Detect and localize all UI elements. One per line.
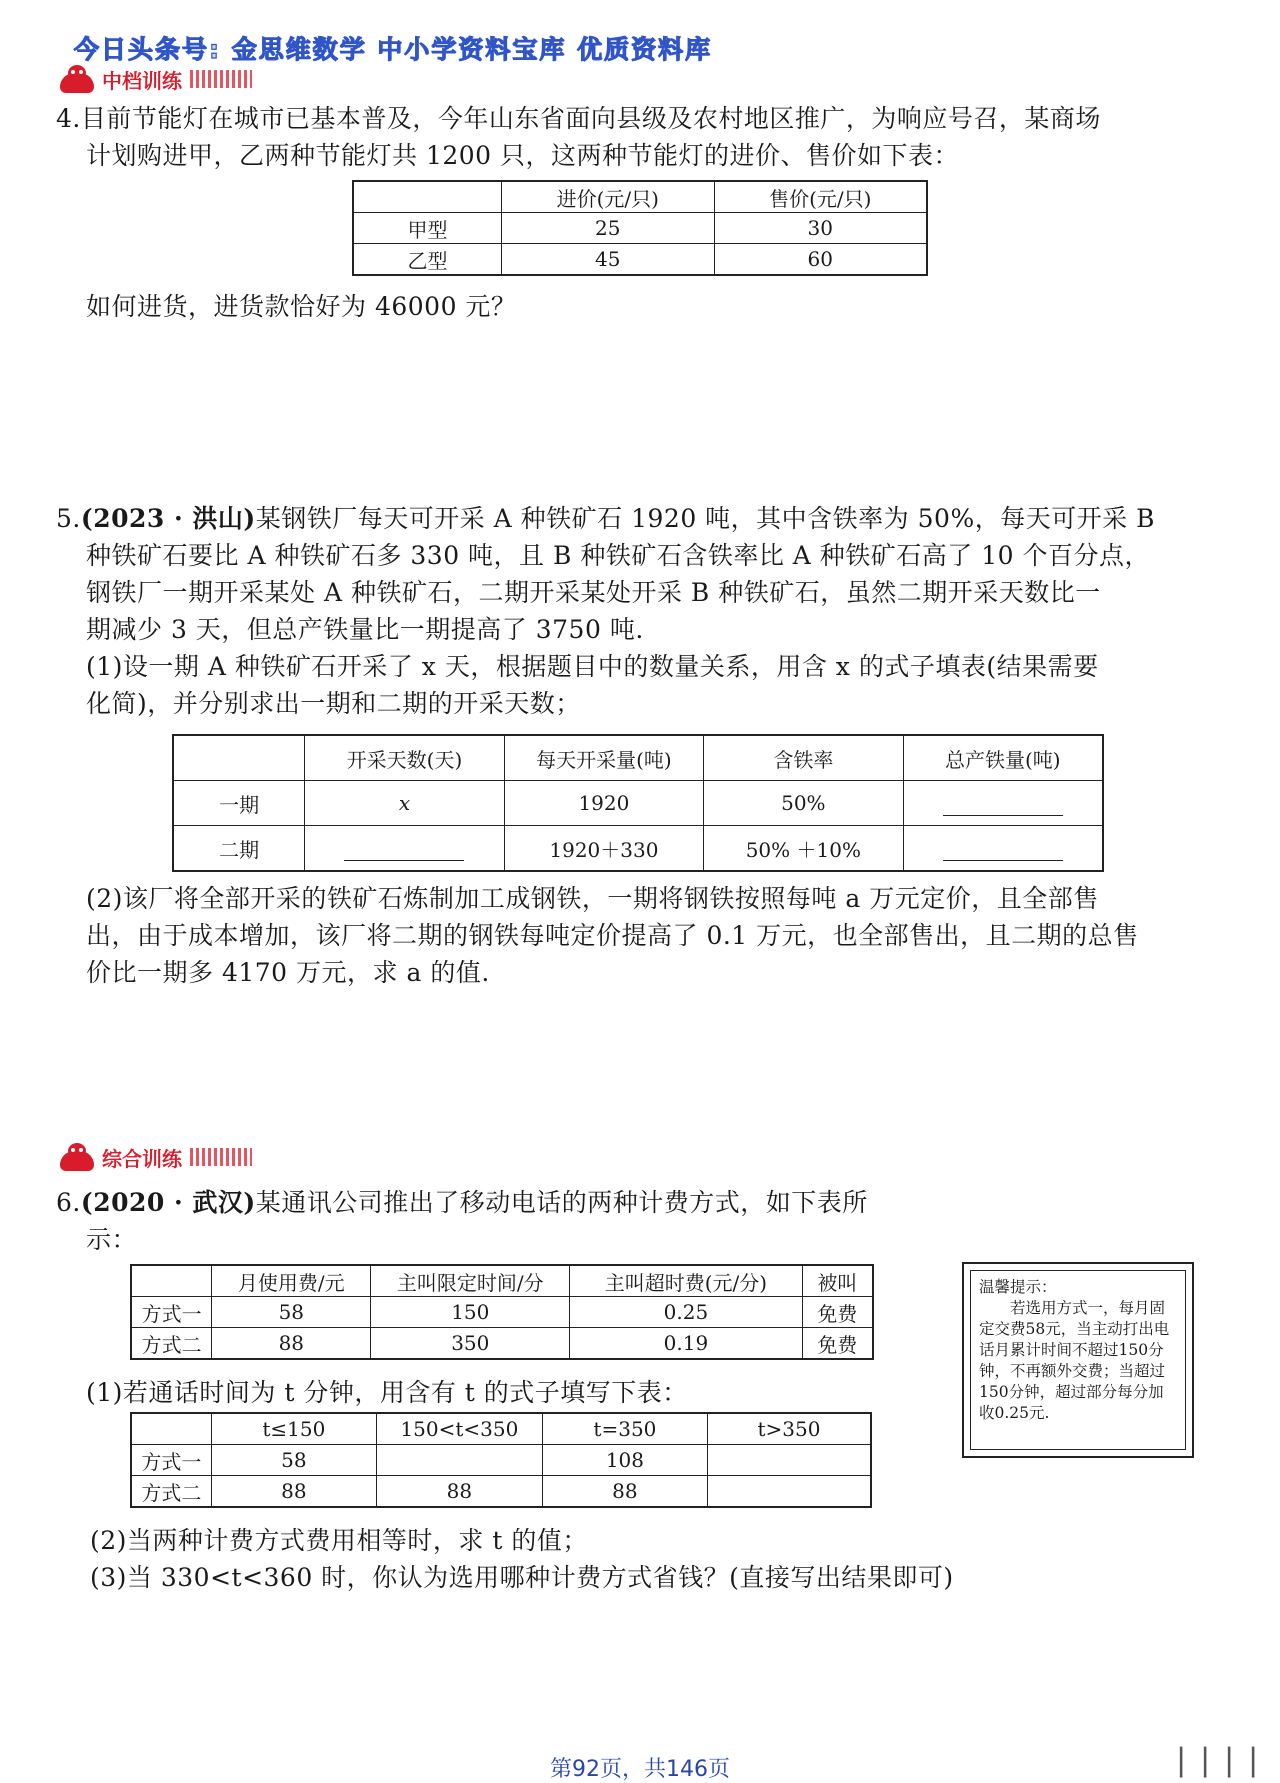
table-row	[353, 213, 927, 244]
table-cell: 乙型	[353, 244, 502, 276]
q6-part3: (3)当 330<t<360 时，你认为选用哪种计费方式省钱？(直接写出结果即可)	[90, 1563, 954, 1592]
question-source-tag: (2020 · 武汉)	[80, 1188, 256, 1217]
table-cell: 一期	[173, 781, 305, 826]
scan-edge-marks: ▏▏▏▏	[1180, 1748, 1276, 1778]
table-header-cell: 进价(元/只)	[502, 181, 714, 213]
table-cell: 甲型	[353, 213, 502, 244]
table-row	[353, 244, 927, 276]
table-cell: 88	[376, 1476, 542, 1508]
table-cell: 30	[714, 213, 927, 244]
table-cell: 0.25	[570, 1297, 802, 1328]
question-number: 6.	[56, 1188, 81, 1217]
answer-blank-cell[interactable]	[903, 781, 1103, 826]
table-header-cell	[173, 735, 305, 781]
table-cell: 58	[212, 1297, 371, 1328]
section-title: 综合训练	[102, 1146, 182, 1171]
question-6	[56, 1184, 956, 1258]
table-cell: 方式二	[131, 1476, 211, 1508]
question-number: 5.	[56, 504, 81, 533]
table-header-cell: 售价(元/只)	[714, 181, 927, 213]
q6-parts-2-3	[90, 1522, 1240, 1596]
q5-part1-line2: 化简)，并分别求出一期和二期的开采天数；	[86, 689, 581, 718]
q5-part2-line1: (2)该厂将全部开采的铁矿石炼制加工成钢铁，一期将钢铁按照每吨 a 万元定价，且全部售	[86, 884, 1099, 913]
table-header-cell: 含铁率	[704, 735, 903, 781]
table-header-cell	[131, 1265, 212, 1297]
table-cell: x	[305, 781, 504, 826]
q5-mining-table	[172, 734, 1104, 872]
table-header-cell: t>350	[707, 1413, 871, 1445]
q5-line4: 期减少 3 天，但总产铁量比一期提高了 3750 吨.	[86, 615, 644, 644]
table-header-cell: 被叫	[802, 1265, 873, 1297]
answer-blank-cell[interactable]	[903, 826, 1103, 872]
q4-question: 如何进货，进货款恰好为 46000 元？	[86, 292, 517, 321]
table-header-cell	[353, 181, 502, 213]
tip-title: 温馨提示：	[979, 1278, 1057, 1296]
q5-part1-line1: (1)设一期 A 种铁矿石开采了 x 天，根据题目中的数量关系，用含 x 的式子填表(结果需要	[86, 652, 1099, 681]
answer-blank[interactable]	[943, 838, 1063, 861]
table-header-cell	[131, 1413, 211, 1445]
q5-line2: 种铁矿石要比 A 种铁矿石多 330 吨，且 B 种铁矿石含铁率比 A 种铁矿石高了 10 个百分点，	[86, 541, 1150, 570]
table-header-cell: 150<t<350	[376, 1413, 542, 1445]
q6-line2: 示：	[86, 1225, 138, 1254]
question-4	[56, 100, 1256, 174]
table-cell: 方式二	[131, 1328, 212, 1360]
table-cell: 88	[542, 1476, 707, 1508]
q5-part2	[86, 880, 1266, 991]
answer-blank-cell[interactable]	[305, 826, 504, 872]
table-cell: 88	[212, 1328, 371, 1360]
table-header-cell: t≤150	[211, 1413, 376, 1445]
q6-line1	[56, 1184, 956, 1221]
table-header-cell: 开采天数(天)	[305, 735, 504, 781]
question-5	[56, 500, 1256, 722]
table-cell: 108	[542, 1445, 707, 1476]
table-cell: 60	[714, 244, 927, 276]
table-row	[131, 1476, 871, 1508]
table-header-cell: 主叫限定时间/分	[371, 1265, 570, 1297]
table-row	[131, 1445, 871, 1476]
table-row	[173, 781, 1103, 826]
answer-cell[interactable]	[376, 1445, 542, 1476]
q6-line1-text: 某通讯公司推出了移动电话的两种计费方式，如下表所	[255, 1188, 868, 1217]
q6-billing-table	[130, 1264, 874, 1360]
table-cell: 25	[502, 213, 714, 244]
q5-line3: 钢铁厂一期开采某处 A 种铁矿石，二期开采某处开采 B 种铁矿石，虽然二期开采天数比一	[86, 578, 1101, 607]
table-cell: 免费	[802, 1297, 873, 1328]
table-header-cell: 主叫超时费(元/分)	[570, 1265, 802, 1297]
table-cell: 0.19	[570, 1328, 802, 1360]
q5-part2-line2: 出，由于成本增加，该厂将二期的钢铁每吨定价提高了 0.1 万元，也全部售出，且二期的总售	[86, 921, 1139, 950]
stripe-decoration	[190, 1148, 252, 1166]
mascot-icon	[58, 65, 98, 93]
tip-body: 若选用方式一，每月固定交费58元，当主动打出电话月累计时间不超过150分钟，不再额外交费；当超过150分钟，超过部分每分加收0.25元.	[979, 1299, 1170, 1422]
table-header-cell: 每天开采量(吨)	[504, 735, 703, 781]
table-cell: 免费	[802, 1328, 873, 1360]
answer-cell[interactable]	[707, 1476, 871, 1508]
table-header-cell: t=350	[542, 1413, 707, 1445]
question-source-tag: (2023 · 洪山)	[80, 504, 256, 533]
table-cell: 二期	[173, 826, 305, 872]
stripe-decoration	[190, 70, 252, 88]
watermark-text: 今日头条号: 金思维数学 中小学资料宝库 优质资料库	[74, 35, 713, 64]
answer-blank[interactable]	[344, 838, 464, 861]
q6-part1: (1)若通话时间为 t 分钟，用含有 t 的式子填写下表：	[86, 1378, 688, 1407]
table-cell: 150	[371, 1297, 570, 1328]
section-badge-medium	[58, 62, 252, 96]
table-cell: 50% ＋10%	[704, 826, 903, 872]
table-cell: 45	[502, 244, 714, 276]
answer-blank[interactable]	[943, 793, 1063, 816]
q6-fill-table	[130, 1412, 872, 1508]
table-cell: 88	[211, 1476, 376, 1508]
table-cell: 350	[371, 1328, 570, 1360]
table-cell: 方式一	[131, 1445, 211, 1476]
answer-cell[interactable]	[707, 1445, 871, 1476]
section-title: 中档训练	[102, 68, 182, 93]
q5-line1-text: 某钢铁厂每天可开采 A 种铁矿石 1920 吨，其中含铁率为 50%，每天可开采 B	[255, 504, 1156, 533]
table-cell: 58	[211, 1445, 376, 1476]
tip-box	[962, 1262, 1194, 1458]
page-number: 第92页，共146页	[550, 1757, 730, 1782]
q5-part2-line3: 价比一期多 4170 万元，求 a 的值.	[86, 958, 490, 987]
q4-line2: 计划购进甲，乙两种节能灯共 1200 只，这两种节能灯的进价、售价如下表：	[86, 141, 960, 170]
q4-line1: 4.目前节能灯在城市已基本普及，今年山东省面向县级及农村地区推广，为响应号召，某商场	[56, 104, 1101, 133]
q4-price-table	[352, 180, 928, 276]
table-row	[131, 1328, 873, 1360]
table-cell: 方式一	[131, 1297, 212, 1328]
table-row	[131, 1297, 873, 1328]
table-header-cell: 总产铁量(吨)	[903, 735, 1103, 781]
table-header-cell: 月使用费/元	[212, 1265, 371, 1297]
table-cell: 50%	[704, 781, 903, 826]
q5-line1	[56, 500, 1256, 537]
table-cell: 1920	[504, 781, 703, 826]
q6-part2: (2)当两种计费方式费用相等时，求 t 的值；	[90, 1526, 588, 1555]
table-row	[173, 826, 1103, 872]
section-badge-comprehensive	[58, 1140, 252, 1174]
mascot-icon	[58, 1143, 98, 1171]
table-cell: 1920＋330	[504, 826, 703, 872]
